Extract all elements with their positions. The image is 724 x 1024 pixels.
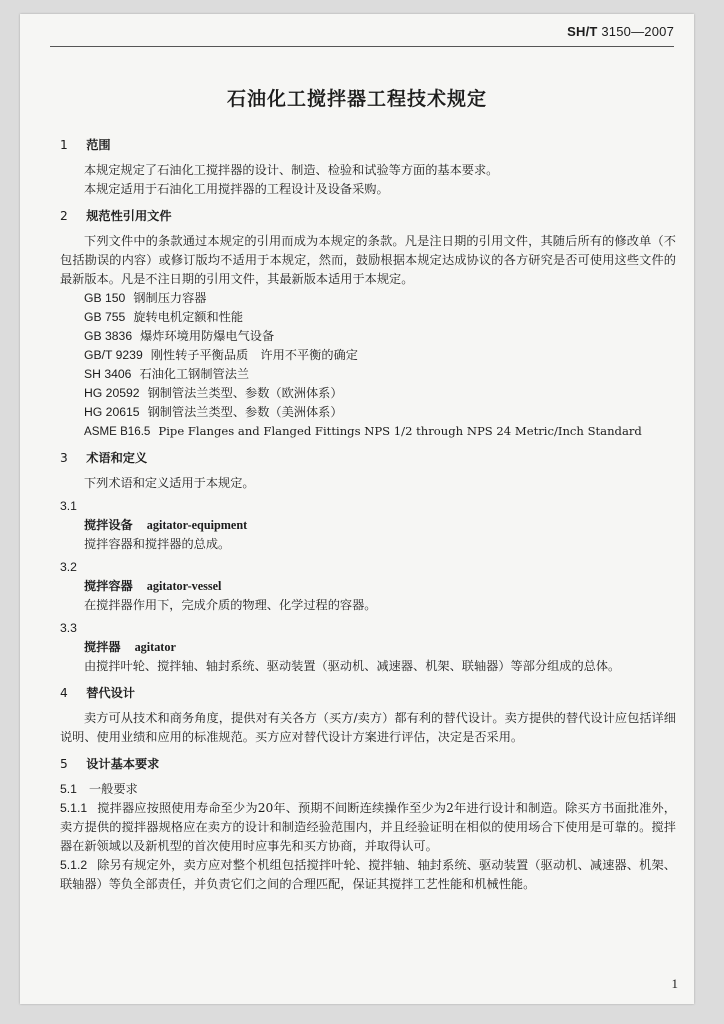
reference-item [60,384,676,403]
header-rule [50,46,674,47]
reference-title: 钢制管法兰类型、参数（美洲体系） [147,405,343,419]
section-number: 5 [60,757,68,771]
reference-title: Pipe Flanges and Flanged Fittings NPS 1/2 through NPS 24 Metric/Inch Standard [158,424,642,438]
term-cn: 搅拌容器 [84,579,133,593]
paragraph: 下列术语和定义适用于本规定。 [84,476,255,490]
section-number: 3 [60,451,68,465]
term-cn: 搅拌设备 [84,518,133,532]
term-definition: 在搅拌器作用下，完成介质的物理、化学过程的容器。 [84,598,377,612]
reference-code: GB 150 [84,291,126,305]
section-1-heading [60,136,676,155]
clause-text: 除另有规定外，卖方应对整个机组包括搅拌叶轮、搅拌轴、轴封系统、驱动装置（驱动机、减速器、机架、联轴器）等负全部责任，并负责它们之间的合理匹配，保证其搅拌工艺性能和机械性能。 [60,858,676,891]
section-title: 规范性引用文件 [86,209,172,223]
term-heading [60,638,676,657]
reference-title: 石油化工钢制管法兰 [139,367,250,381]
reference-code: HG 20592 [84,386,140,400]
standard-code [567,24,674,39]
term-heading [60,577,676,596]
term-definition: 搅拌容器和搅拌器的总成。 [84,537,231,551]
reference-item [60,365,676,384]
term-definition: 由搅拌叶轮、搅拌轴、轴封系统、驱动装置（驱动机、减速器、机架、联轴器）等部分组成的总体。 [84,659,621,673]
section-3-heading [60,449,676,468]
term-number: 3.2 [60,560,77,574]
subsection-number: 5.1 [60,782,77,796]
clause-text: 搅拌器应按照使用寿命至少为20年、预期不间断连续操作至少为2年进行设计和制造。除买方书面批准外，卖方提供的搅拌器规格应在卖方的设计和制造经验范围内，并且经验证明在相似的使用场合下使用是可靠的。搅拌器在新领域以及新机型的首次使用时应事先和买方协商，并取得认可。 [60,801,676,853]
reference-code: ASME B16.5 [84,425,151,438]
clause [60,856,676,894]
paragraph: 本规定规定了石油化工搅拌器的设计、制造、检验和试验等方面的基本要求。 [84,163,499,177]
reference-item [60,422,676,441]
term-en: agitator [134,640,176,654]
reference-title: 爆炸环境用防爆电气设备 [140,329,275,343]
section-title: 范围 [86,138,111,152]
reference-title: 钢制压力容器 [133,291,207,305]
term-number: 3.1 [60,499,77,513]
reference-code: HG 20615 [84,405,140,419]
term-cn: 搅拌器 [84,640,121,654]
section-number: 1 [60,138,68,152]
section-number: 4 [60,686,68,700]
paragraph: 下列文件中的条款通过本规定的引用而成为本规定的条款。凡是注日期的引用文件，其随后所有的修改单（不包括勘误的内容）或修订版均不适用于本规定，然而，鼓励根据本规定达成协议的各方研究是否可使用这些文件的最新版本。凡是不注日期的引用文件，其最新版本适用于本规定。 [60,234,676,286]
section-2-heading [60,207,676,226]
paragraph: 卖方可从技术和商务角度，提供对有关各方（买方/卖方）都有利的替代设计。卖方提供的替代设计应包括详细说明、使用业绩和应用的标准规范。买方应对替代设计方案进行评估，决定是否采用。 [60,711,676,744]
term-en: agitator-equipment [146,518,248,532]
reference-code: SH 3406 [84,367,132,381]
standard-prefix: SH/T [567,24,598,39]
reference-item [60,308,676,327]
clause-number: 5.1.1 [60,801,88,815]
section-5-heading [60,755,676,774]
reference-code: GB/T 9239 [84,348,143,362]
reference-title: 旋转电机定额和性能 [133,310,244,324]
reference-item [60,289,676,308]
subsection-title: 一般要求 [88,782,138,796]
section-title: 设计基本要求 [86,757,160,771]
reference-code: GB 755 [84,310,126,324]
page-number: 1 [671,976,678,991]
reference-item [60,403,676,422]
document-body [60,130,676,894]
clause-number: 5.1.2 [60,858,88,872]
clause [60,799,676,856]
reference-code: GB 3836 [84,329,133,343]
section-4-heading [60,684,676,703]
term-en: agitator-vessel [146,579,222,593]
document-page [20,14,694,1004]
section-title: 术语和定义 [86,451,148,465]
standard-number: 3150—2007 [601,24,674,39]
reference-item [60,327,676,346]
term-heading [60,516,676,535]
subsection-heading [60,780,676,799]
document-title: 石油化工搅拌器工程技术规定 [226,88,487,110]
paragraph: 本规定适用于石油化工用搅拌器的工程设计及设备采购。 [84,182,389,196]
term-number: 3.3 [60,621,77,635]
reference-title: 刚性转子平衡品质 许用不平衡的确定 [150,348,358,362]
reference-title: 钢制管法兰类型、参数（欧洲体系） [147,386,343,400]
section-number: 2 [60,209,68,223]
section-title: 替代设计 [86,686,135,700]
reference-item [60,346,676,365]
